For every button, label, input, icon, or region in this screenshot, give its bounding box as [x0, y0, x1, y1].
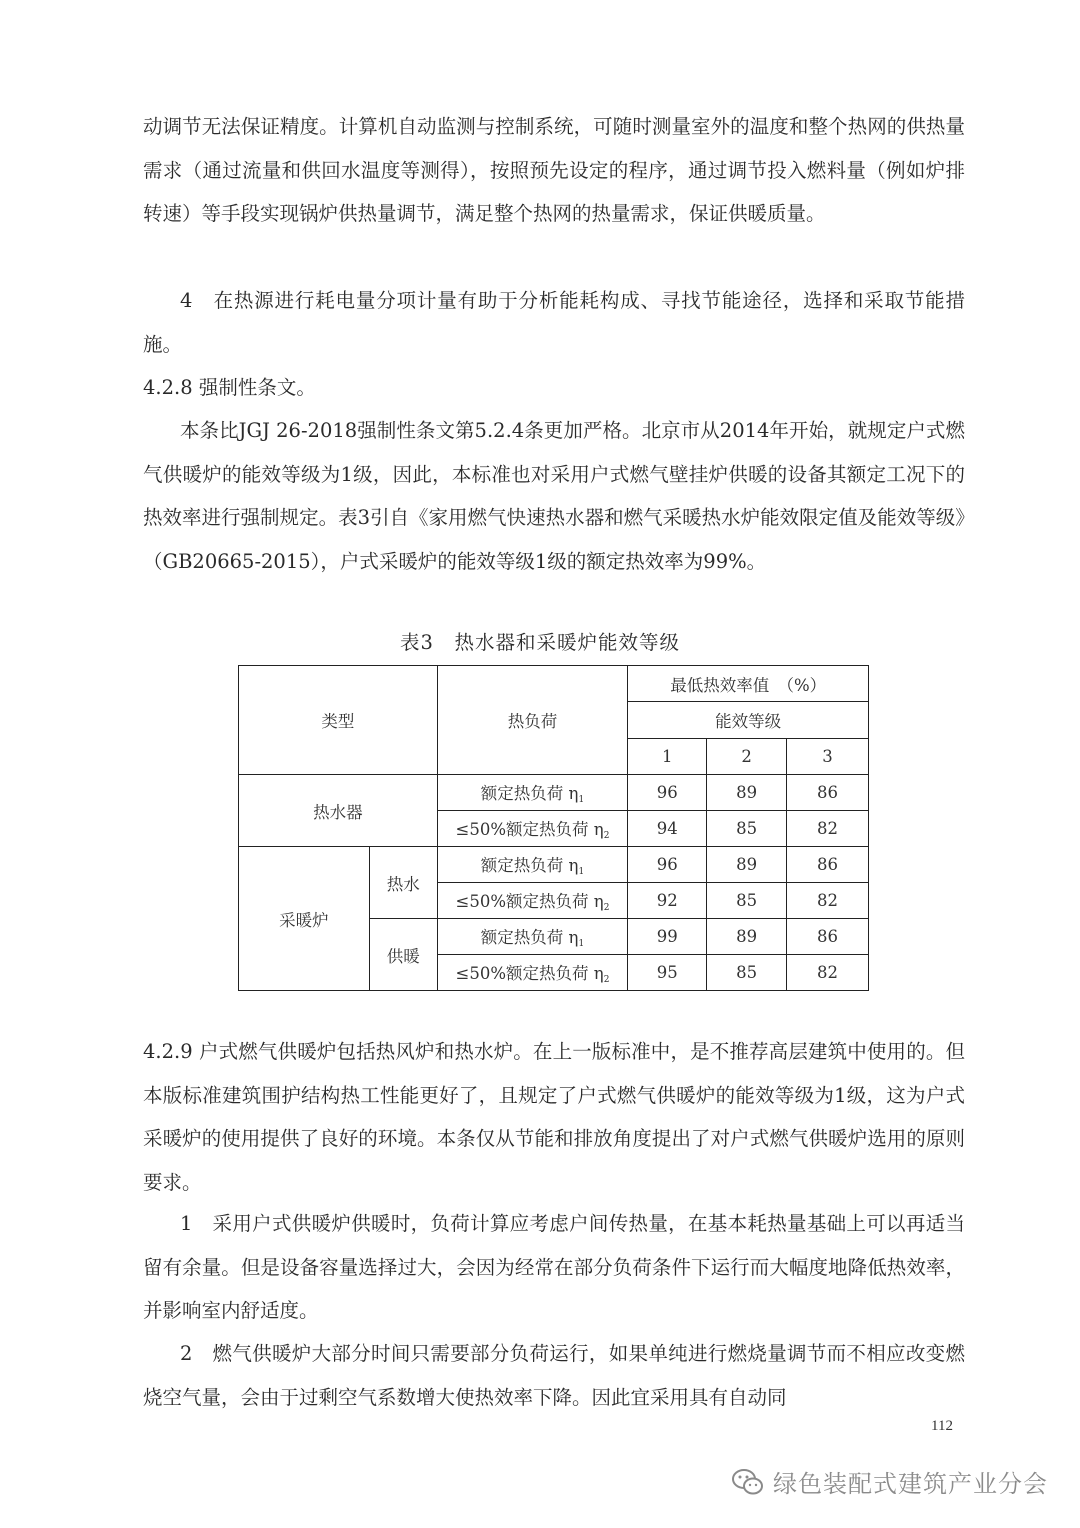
water-heater-label: 热水器 [239, 775, 438, 847]
value-cell: 85 [707, 811, 787, 847]
value-cell: 89 [707, 919, 787, 955]
value-cell: 86 [787, 847, 869, 883]
value-cell: 82 [787, 883, 869, 919]
table-caption: 表3 热水器和采暖炉能效等级 [400, 631, 680, 654]
value-cell: 94 [628, 811, 707, 847]
paragraph-item-4: 4 在热源进行耗电量分项计量有助于分析能耗构成、寻找节能途径，选择和采取节能措施。 [143, 289, 965, 356]
value-cell: 99 [628, 919, 707, 955]
table-row [239, 775, 869, 811]
header-grade-1: 1 [628, 738, 707, 774]
efficiency-table [238, 665, 869, 991]
wechat-icon [731, 1467, 765, 1497]
header-min-efficiency: 最低热效率值 （%） [628, 666, 869, 702]
paragraph-item-2: 2 燃气供暖炉大部分时间只需要部分负荷运行，如果单纯进行燃烧量调节而不相应改变燃烧空气量，会由于过剩空气系数增大使热效率下降。因此宜采用具有自动同 [143, 1342, 965, 1409]
value-cell: 82 [787, 811, 869, 847]
header-grade-2: 2 [707, 738, 787, 774]
load-cell: ≤50%额定热负荷 $\eta_2$ [437, 883, 628, 919]
paragraph-4-2-9: 4.2.9 户式燃气供暖炉包括热风炉和热水炉。在上一版标准中，是不推荐高层建筑中使用的。但本版标准建筑围护结构热工性能更好了，且规定了户式燃气供暖炉的能效等级为1级，这为户式采暖炉的使用提供了良好的环境。本条仅从节能和排放角度提出了对户式燃气供暖炉选用的原则要求。 [143, 1040, 965, 1194]
table-header-row [239, 666, 869, 702]
page-number: 112 [931, 1418, 953, 1434]
value-cell: 95 [628, 955, 707, 991]
load-cell: ≤50%额定热负荷 $\eta_2$ [437, 955, 628, 991]
watermark-text: 绿色装配式建筑产业分会 [773, 1470, 1048, 1498]
load-cell: 额定热负荷 $\eta_1$ [437, 847, 628, 883]
value-cell: 82 [787, 955, 869, 991]
paragraph-4-2-8-body: 本条比JGJ 26-2018强制性条文第5.2.4条更加严格。北京市从2014年开始，就规定户式燃气供暖炉的能效等级为1级，因此，本标准也对采用户式燃气壁挂炉供暖的设备其额定工况下的热效率进行强制规定。表3引自《家用燃气快速热水器和燃气采暖热水炉能效限定值及能效等级》（GB20665-2015），户式采暖炉的能效等级1级的额定热效率为99%。 [143, 419, 965, 573]
value-cell: 86 [787, 775, 869, 811]
table-row [239, 847, 869, 883]
value-cell: 86 [787, 919, 869, 955]
header-type: 类型 [239, 666, 438, 775]
value-cell: 96 [628, 847, 707, 883]
header-load: 热负荷 [437, 666, 628, 775]
value-cell: 89 [707, 847, 787, 883]
load-cell: 额定热负荷 $\eta_1$ [437, 919, 628, 955]
hot-water-label: 热水 [369, 847, 437, 919]
header-grade-3: 3 [787, 738, 869, 774]
watermark [731, 1464, 1048, 1499]
value-cell: 96 [628, 775, 707, 811]
heating-label: 供暖 [369, 919, 437, 991]
section-heading-4-2-8: 4.2.8 强制性条文。 [143, 376, 316, 399]
value-cell: 85 [707, 955, 787, 991]
load-cell: 额定热负荷 $\eta_1$ [437, 775, 628, 811]
value-cell: 89 [707, 775, 787, 811]
load-cell: ≤50%额定热负荷 $\eta_2$ [437, 811, 628, 847]
header-grade: 能效等级 [628, 702, 869, 738]
paragraph-item-1: 1 采用户式供暖炉供暖时，负荷计算应考虑户间传热量，在基本耗热量基础上可以再适当留有余量。但是设备容量选择过大，会因为经常在部分负荷条件下运行而大幅度地降低热效率，并影响室内舒适度。 [143, 1212, 965, 1322]
boiler-label: 采暖炉 [239, 847, 370, 991]
value-cell: 92 [628, 883, 707, 919]
value-cell: 85 [707, 883, 787, 919]
paragraph-continuation: 动调节无法保证精度。计算机自动监测与控制系统，可随时测量室外的温度和整个热网的供热量需求（通过流量和供回水温度等测得），按照预先设定的程序，通过调节投入燃料量（例如炉排转速）等手段实现锅炉供热量调节，满足整个热网的热量需求，保证供暖质量。 [143, 115, 965, 225]
